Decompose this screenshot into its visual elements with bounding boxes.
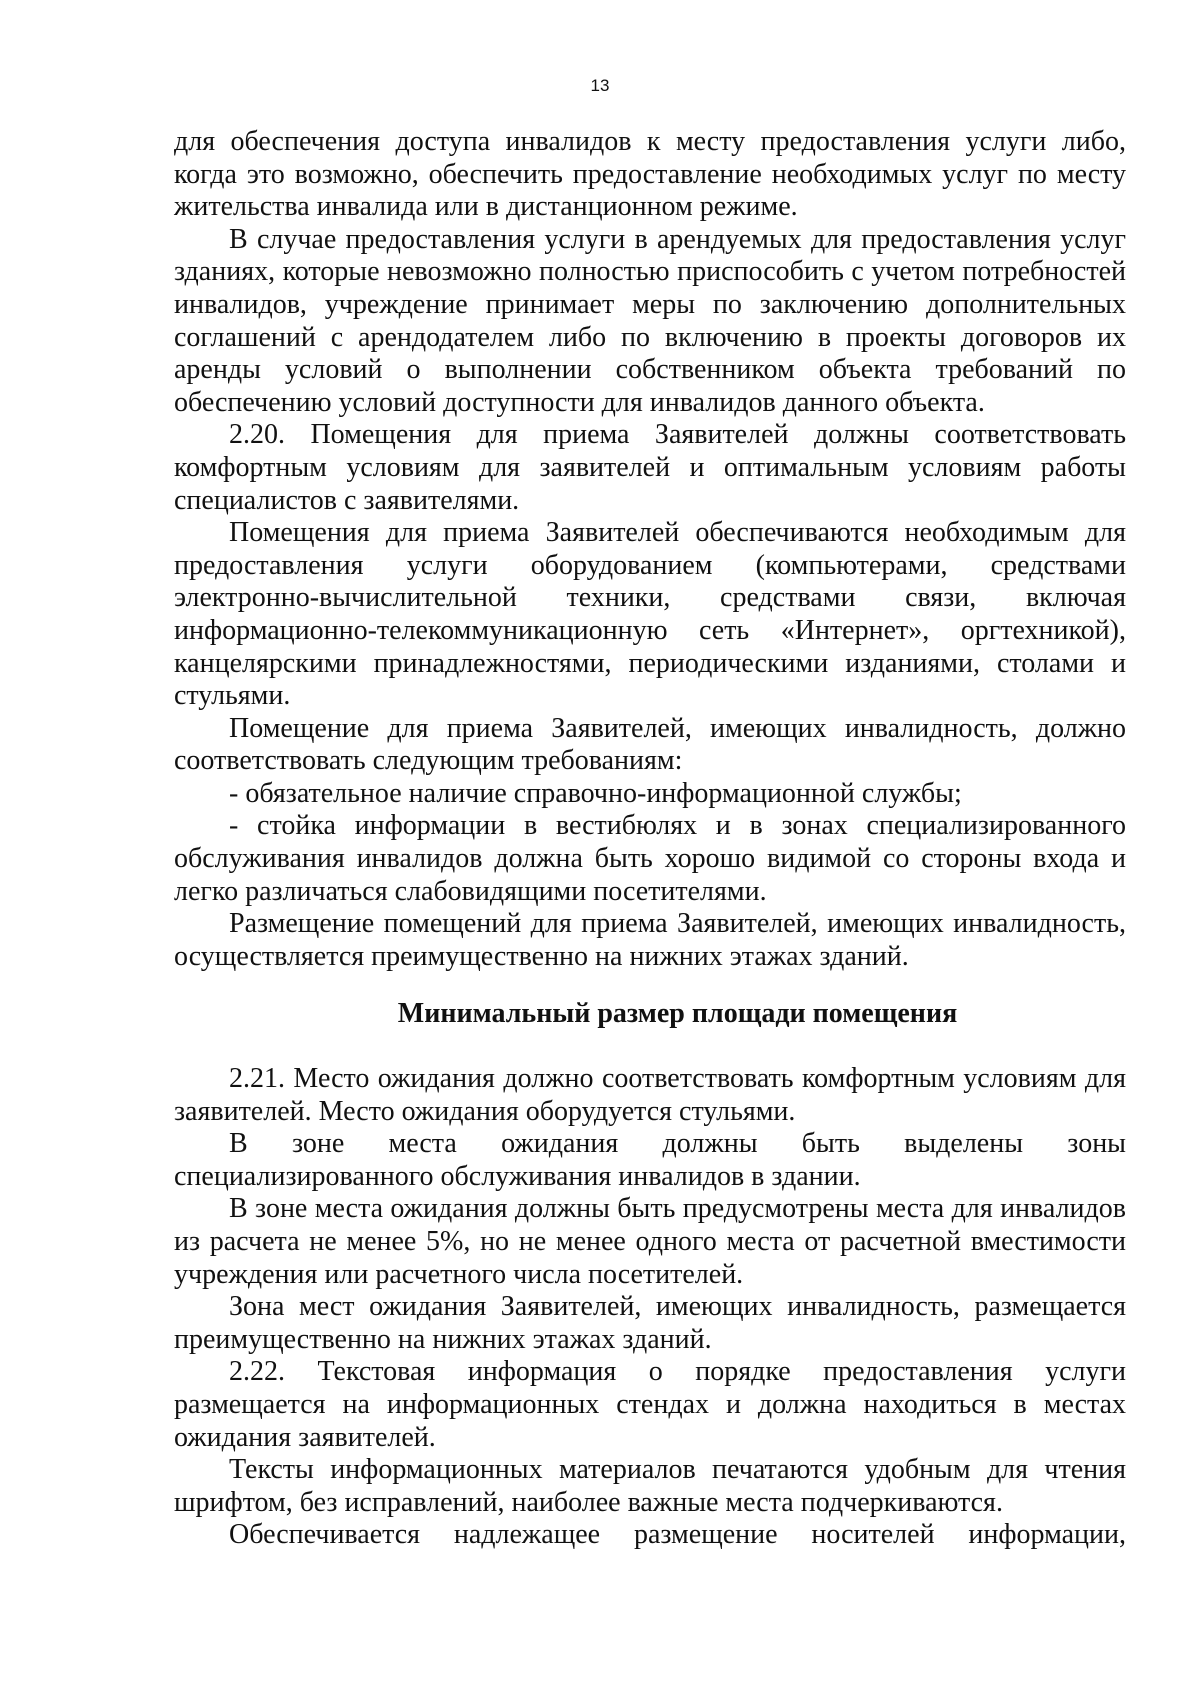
paragraph: В зоне места ожидания должны быть предусмотрены места для инвалидов из расчета не менее 5%, но не менее одного места от расчетной вместимости учреждения или расчетного числа посетителей.	[174, 1193, 1126, 1290]
paragraph: 2.22. Текстовая информация о порядке предоставления услуги размещается на информационных стендах и должна находиться в местах ожидания заявителей.	[174, 1356, 1126, 1453]
paragraph: Размещение помещений для приема Заявителей, имеющих инвалидность, осуществляется преимущественно на нижних этажах зданий.	[174, 908, 1126, 972]
paragraph: Зона мест ожидания Заявителей, имеющих инвалидность, размещается преимущественно на нижних этажах зданий.	[174, 1291, 1126, 1355]
list-item: - стойка информации в вестибюлях и в зонах специализированного обслуживания инвалидов должна быть хорошо видимой со стороны входа и легко различаться слабовидящими посетителями.	[174, 810, 1126, 907]
paragraph: Обеспечивается надлежащее размещение носителей информации,	[229, 1519, 1126, 1551]
paragraph: Помещения для приема Заявителей обеспечиваются необходимым для предоставления услуги оборудованием (компьютерами, средствами электронно-вычислительной техники, средствами связи, включая информационно-телекоммуникационную сеть «Интернет», оргтехникой), канцелярскими принадлежностями, периодическими изданиями, столами и стульями.	[174, 517, 1126, 712]
paragraph: В случае предоставления услуги в арендуемых для предоставления услуг зданиях, которые невозможно полностью приспособить с учетом потребностей инвалидов, учреждение принимает меры по заключению дополнительных соглашений с арендодателем либо по включению в проекты договоров их аренды условий о выполнении собственником объекта требований по обеспечению условий доступности для инвалидов данного объекта.	[174, 223, 1126, 418]
paragraph: Помещение для приема Заявителей, имеющих инвалидность, должно соответствовать следующим требованиям:	[174, 712, 1126, 777]
paragraph: 2.20. Помещения для приема Заявителей должны соответствовать комфортным условиям для заявителей и оптимальным условиям работы специалистов с заявителями.	[174, 419, 1126, 516]
paragraph: Тексты информационных материалов печатаются удобным для чтения шрифтом, без исправлений, наиболее важные места подчеркиваются.	[174, 1454, 1126, 1518]
section-heading: Минимальный размер площади помещения	[397, 998, 958, 1030]
page-number: 13	[590, 76, 610, 95]
paragraph: В зоне места ожидания должны быть выделены зоны специализированного обслуживания инвалидов в здании.	[174, 1128, 1126, 1192]
list-item: - обязательное наличие справочно-информационной службы;	[229, 777, 962, 809]
document-body	[174, 126, 1126, 1552]
paragraph: 2.21. Место ожидания должно соответствовать комфортным условиям для заявителей. Место ожидания оборудуется стульями.	[174, 1063, 1126, 1127]
paragraph: для обеспечения доступа инвалидов к месту предоставления услуги либо, когда это возможно, обеспечить предоставление необходимых услуг по месту жительства инвалида или в дистанционном режиме.	[174, 126, 1126, 223]
